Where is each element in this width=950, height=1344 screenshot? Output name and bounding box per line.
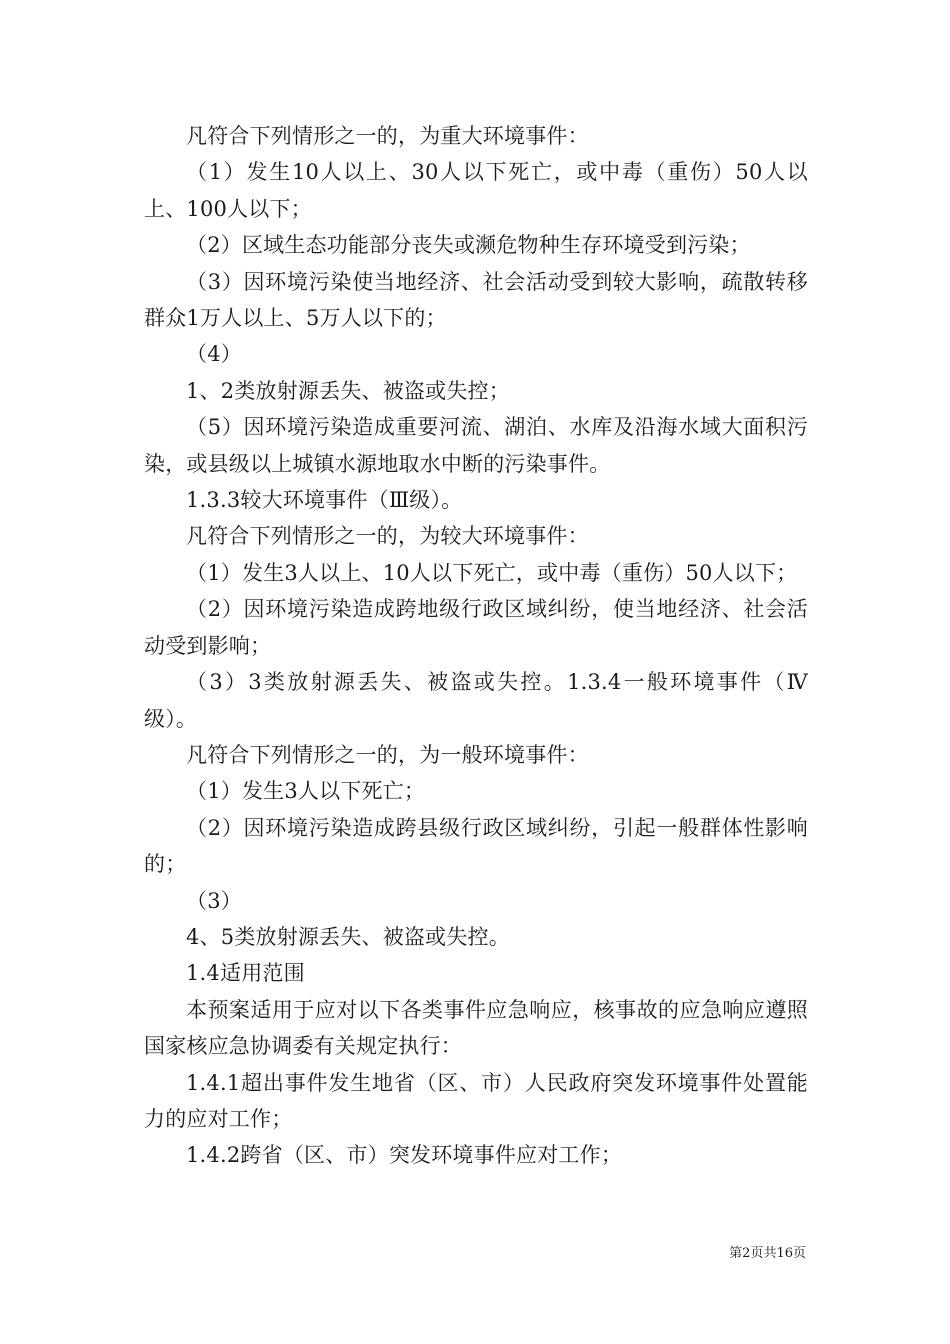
paragraph-general-item-2: （2）因环境污染造成跨县级行政区域纠纷，引起一般群体性影响的； [144,815,808,877]
paragraph-large-event-criteria: 凡符合下列情形之一的，为较大环境事件： [186,524,589,549]
paragraph-large-item-2: （2）因环境污染造成跨地级行政区域纠纷，使当地经济、社会活动受到影响； [144,597,808,658]
paragraph-scope-1-4-2: 1.4.2跨省（区、市）突发环境事件应对工作； [186,1143,623,1168]
paragraph-major-event-criteria: 凡符合下列情形之一的，为重大环境事件： [186,124,589,148]
document-body [144,118,808,1174]
paragraph-major-item-4-detail: 1、2类放射源丢失、被盗或失控； [186,378,510,403]
paragraph-scope-1-4-1: 1.4.1超出事件发生地省（区、市）人民政府突发环境事件处置能力的应对工作； [144,1070,808,1131]
paragraph-major-item-4: （4） [186,342,242,367]
paragraph-major-item-5: （5）因环境污染造成重要河流、湖泊、水库及沿海水域大面积污染，或县级以上城镇水源地取水中断的污染事件。 [144,415,808,476]
paragraph-major-item-2: （2）区域生态功能部分丧失或濒危物种生存环境受到污染； [186,233,751,258]
paragraph-large-item-1: （1）发生3人以上、10人以下死亡，或中毒（重伤）50人以下； [186,560,798,585]
paragraph-scope-intro: 本预案适用于应对以下各类事件应急响应，核事故的应急响应遵照国家核应急协调委有关规定执行： [144,997,808,1059]
paragraph-major-item-1: （1）发生10人以上、30人以下死亡，或中毒（重伤）50人以上、100人以下； [144,160,808,221]
paragraph-general-event-criteria: 凡符合下列情形之一的，为一般环境事件： [186,742,589,767]
page-number-footer: 第2页共16页 [729,1246,806,1261]
paragraph-general-item-3-detail: 4、5类放射源丢失、被盗或失控。 [186,924,510,949]
paragraph-major-item-3: （3）因环境污染使当地经济、社会活动受到较大影响，疏散转移群众1万人以上、5万人以下的； [144,269,808,331]
paragraph-large-item-3: （3）3类放射源丢失、被盗或失控。1.3.4一般环境事件（Ⅳ级）。 [144,670,808,731]
paragraph-general-item-3: （3） [186,888,242,913]
paragraph-general-item-1: （1）发生3人以下死亡； [186,779,426,804]
section-heading-1-4: 1.4适用范围 [186,961,305,986]
section-heading-1-3-3: 1.3.3较大环境事件（Ⅲ级）。 [186,488,463,513]
